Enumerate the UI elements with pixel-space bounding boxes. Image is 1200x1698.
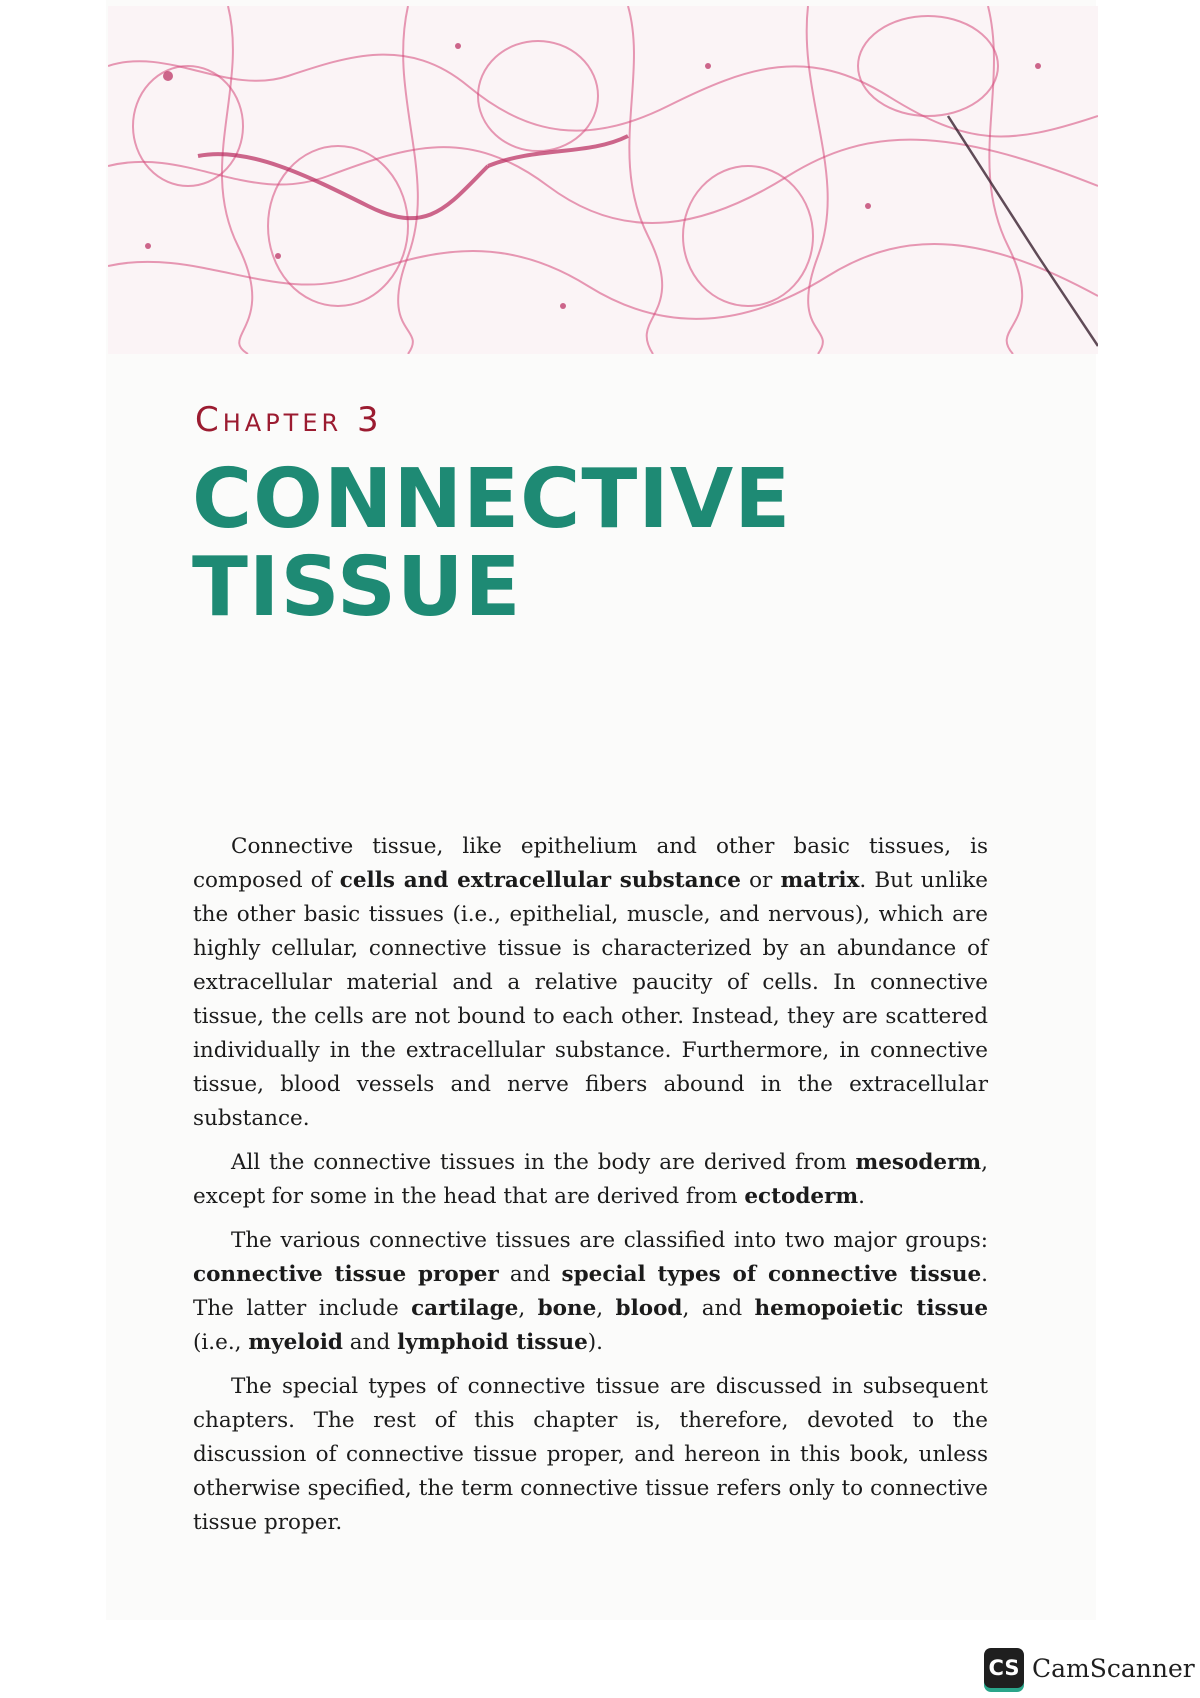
body-text	[193, 830, 988, 1550]
paragraph	[193, 1370, 988, 1540]
text-run: All the connective tissues in the body are derived from	[231, 1150, 856, 1175]
text-run: . But unlike the other basic tissues (i.e., epithelial, muscle, and nervous), which are highly cellular, connective tissue is characterized by an abundance of extracellular material and a relative paucity of cells. In connective tissue, the cells are not bound to each other. Instead, they are scattered individually in the extracellular substance. Furthermore, in connective tissue, blood vessels and nerve fibers abound in the extracellular substance.	[193, 868, 989, 1131]
paragraph	[193, 1146, 988, 1214]
paragraph	[193, 830, 988, 1136]
text-run: ,	[596, 1296, 616, 1321]
bold-term: lymphoid tissue	[397, 1330, 588, 1355]
chapter-title	[192, 452, 792, 635]
chapter-label: Chapter 3	[195, 400, 383, 440]
bold-term: cells and extracellular substance	[339, 868, 741, 893]
text-run: , except for some in the head that are derived from	[193, 1150, 988, 1209]
bold-term: cartilage	[411, 1296, 519, 1321]
bold-term: blood	[615, 1296, 683, 1321]
bold-term: bone	[537, 1296, 597, 1321]
text-run: or	[740, 868, 781, 893]
bold-term: myeloid	[248, 1330, 343, 1355]
text-run: . The latter include	[193, 1262, 988, 1321]
bold-term: ectoderm	[744, 1184, 859, 1209]
text-run: (i.e.,	[193, 1330, 249, 1355]
text-run: ,	[518, 1296, 538, 1321]
bold-term: hemopoietic tissue	[754, 1296, 989, 1321]
paragraph	[193, 1224, 988, 1360]
text-run: The special types of connective tissue are discussed in subsequent chapters. The rest of this chapter is, therefore, devoted to the discussion of connective tissue proper, and hereon in this book, unless otherwise specified, the term connective tissue refers only to connective tissue proper.	[193, 1374, 988, 1535]
camscanner-brand: CamScanner	[1032, 1653, 1195, 1683]
camscanner-logo-icon: CS	[984, 1648, 1024, 1688]
camscanner-watermark	[984, 1648, 1195, 1688]
histology-banner-image	[108, 6, 1098, 354]
chapter-title-line-1: CONNECTIVE	[192, 452, 792, 547]
bold-term: connective tissue proper	[193, 1262, 499, 1287]
chapter-title-line-2: TISSUE	[192, 540, 522, 635]
text-run: , and	[682, 1296, 755, 1321]
bold-term: matrix	[780, 868, 860, 893]
bold-term: mesoderm	[855, 1150, 982, 1175]
text-run: ).	[587, 1330, 604, 1355]
text-run: .	[858, 1184, 866, 1209]
text-run: Connective tissue, like epithelium and other basic tissues, is composed of	[193, 834, 988, 893]
text-run: and	[498, 1262, 562, 1287]
text-run: The various connective tissues are classified into two major groups:	[231, 1228, 988, 1253]
bold-term: special types of connective tissue	[561, 1262, 982, 1287]
text-run: and	[342, 1330, 398, 1355]
